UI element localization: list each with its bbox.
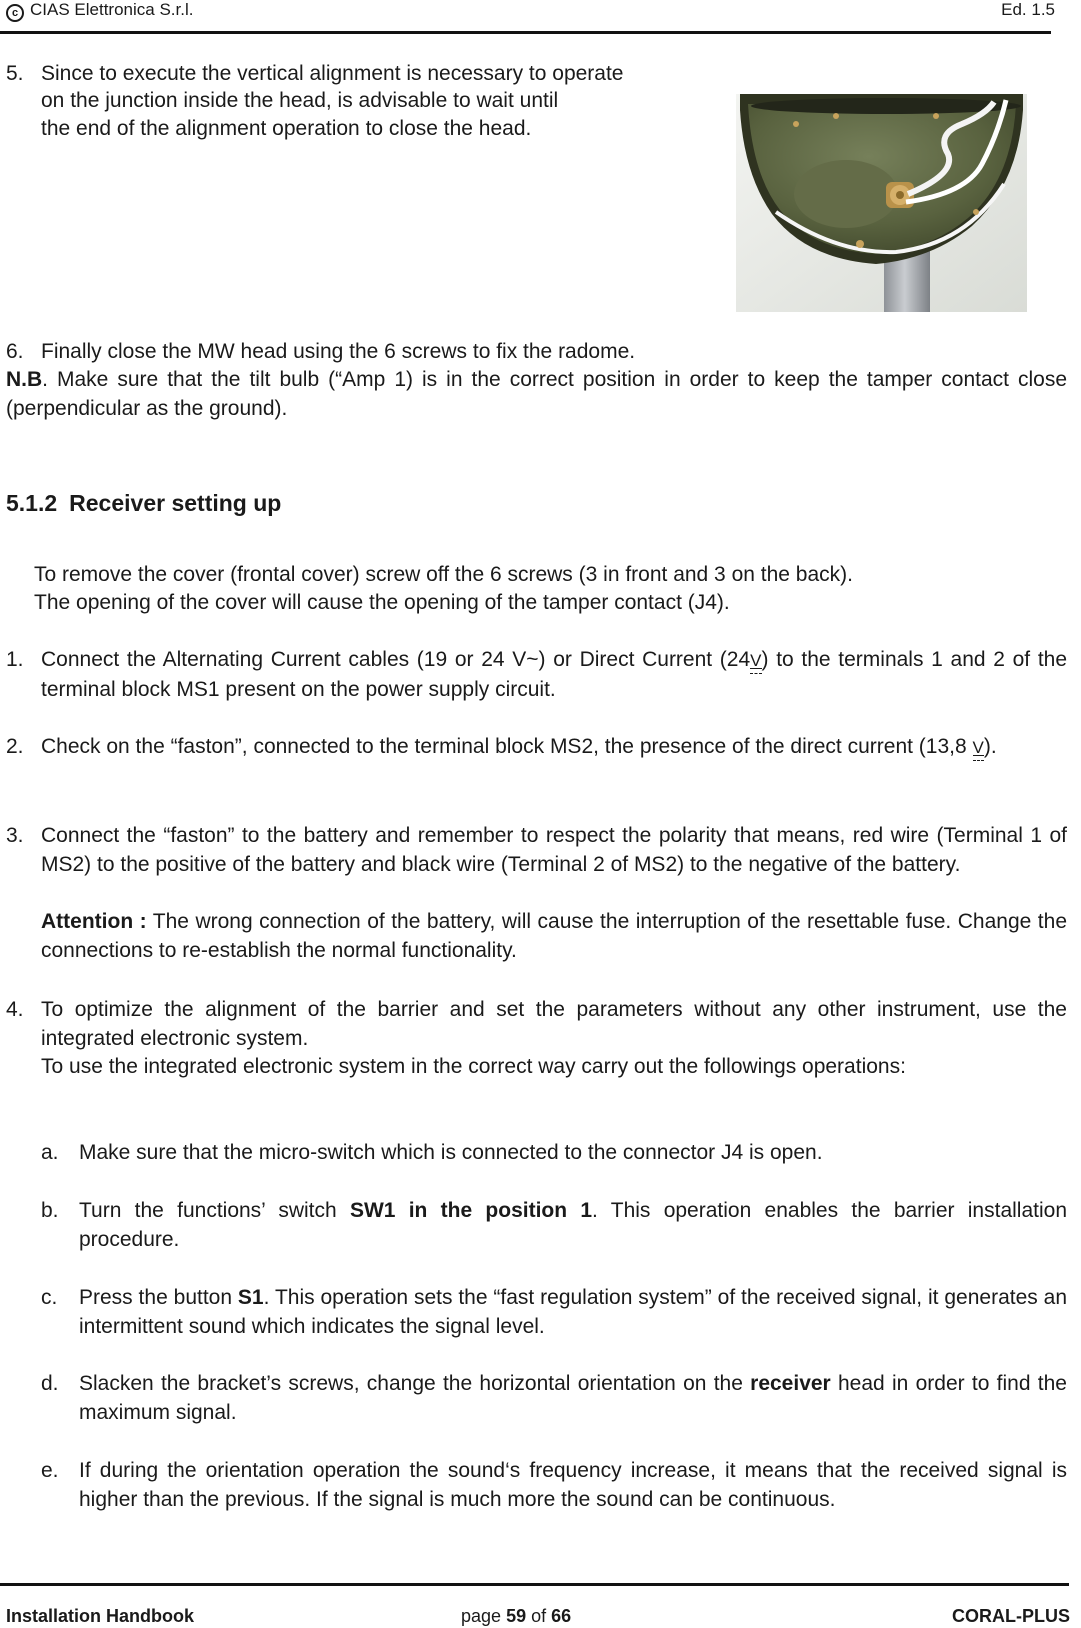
subitem-d-end: head in order to find the maximum signal.: [79, 1372, 1067, 1424]
item2-text: [41, 733, 1067, 763]
item4-number: 4.: [6, 998, 24, 1021]
copyright-icon: c: [6, 4, 24, 22]
footer-divider: [0, 1583, 1069, 1586]
subitem-e-text: If during the orientation operation the sound‘s frequency increase, it means that the received signal is higher than the previous. If the signal is much more the sound can be continuous.: [79, 1459, 1067, 1511]
subitem-b-letter: b.: [41, 1199, 59, 1222]
subitem-c-letter: c.: [41, 1286, 58, 1309]
step5-number: 5.: [6, 62, 24, 85]
mw-head-illustration: [736, 94, 1027, 312]
of-label: of: [531, 1606, 547, 1626]
total-pages: 66: [551, 1606, 572, 1626]
footer-product-name: CORAL-PLUS: [952, 1606, 1070, 1626]
dc-voltage-symbol: V: [973, 734, 984, 763]
intro-line1: To remove the cover (frontal cover) screw off the 6 screws (3 in front and 3 on the back).: [34, 563, 853, 586]
item4-text2: To use the integrated electronic system in the correct way carry out the followings operations:: [41, 1055, 906, 1078]
step6-number: 6.: [6, 340, 24, 363]
item1-text-start: Connect the Alternating Current cables (19 or 24 V~) or Direct Current (24: [41, 648, 751, 671]
subitem-b-end: . This operation enables the barrier installation procedure.: [79, 1199, 1067, 1251]
item4-text1: To optimize the alignment of the barrier and set the parameters without any other instrument, use the integrated electronic system.: [41, 998, 1067, 1050]
item1-number: 1.: [6, 648, 24, 671]
subitem-c-start: Press the button: [79, 1286, 238, 1309]
footer-handbook-title: Installation Handbook: [6, 1606, 195, 1626]
subitem-b-start: Turn the functions’ switch: [79, 1199, 350, 1222]
switch-position-emphasis: SW1 in the position 1: [349, 1199, 593, 1222]
mw-head-photo: [736, 94, 1027, 312]
subitem-c-text: [79, 1284, 1067, 1341]
attention-text: The wrong connection of the battery, will cause the interruption of the resettable fuse. Change the connections to re-establish the normal functionality.: [41, 910, 1067, 962]
receiver-emphasis: receiver: [750, 1372, 831, 1395]
item3-text: Connect the “faston” to the battery and remember to respect the polarity that means, red wire (Terminal 1 of MS2) to the positive of the battery and black wire (Terminal 2 of MS2) to the negative of the battery.: [41, 824, 1067, 876]
item2-text-start: Check on the “faston”, connected to the terminal block MS2, the presence of the direct current (13,8: [41, 735, 973, 758]
section-title: Receiver setting up: [69, 490, 282, 516]
nb-note: [6, 366, 1067, 423]
company-name: CIAS Elettronica S.r.l.: [30, 0, 194, 19]
intro-line2: The opening of the cover will cause the opening of the tamper contact (J4).: [34, 591, 730, 614]
dc-voltage-symbol: V: [750, 647, 761, 676]
subitem-d-start: Slacken the bracket’s screws, change the horizontal orientation on the: [79, 1372, 751, 1395]
step5-line2: on the junction inside the head, is advisable to wait until: [41, 89, 559, 112]
subitem-e-letter: e.: [41, 1459, 59, 1482]
header-divider: [0, 31, 1051, 34]
company-header: [6, 0, 193, 22]
attention-label: Attention :: [41, 910, 147, 933]
section-heading: [6, 490, 281, 517]
attention-note: [41, 908, 1067, 965]
item2-number: 2.: [6, 735, 24, 758]
item1-text: [41, 646, 1067, 704]
current-page: 59: [506, 1606, 527, 1626]
step5-line3: the end of the alignment operation to close the head.: [41, 117, 532, 140]
subitem-d-text: [79, 1370, 1067, 1427]
page-label: page: [461, 1606, 502, 1626]
subitem-d-letter: d.: [41, 1372, 59, 1395]
nb-label: N.B: [6, 368, 43, 391]
edition-label: Ed. 1.5: [1001, 0, 1055, 19]
subitem-a-text: Make sure that the micro-switch which is connected to the connector J4 is open.: [79, 1141, 823, 1164]
subitem-c-end: . This operation sets the “fast regulation system” of the received signal, it generates an intermittent sound which indicates the signal level.: [79, 1286, 1067, 1338]
item3-number: 3.: [6, 824, 24, 847]
button-s1-emphasis: S1: [237, 1286, 264, 1309]
nb-text: . Make sure that the tilt bulb (“Amp 1) is in the correct position in order to keep the tamper contact close (perpendicular as the ground).: [6, 368, 1067, 420]
item2-text-end: ).: [983, 735, 997, 758]
section-number: 5.1.2: [6, 490, 58, 516]
subitem-b-text: [79, 1197, 1067, 1254]
step6-text: Finally close the MW head using the 6 screws to fix the radome.: [41, 340, 636, 363]
footer-page-number: [461, 1606, 571, 1627]
step5-line1: Since to execute the vertical alignment is necessary to operate: [41, 62, 624, 85]
item1-text-end: ) to the terminals 1 and 2 of the terminal block MS1 present on the power supply circuit.: [41, 648, 1068, 701]
subitem-a-letter: a.: [41, 1141, 59, 1164]
